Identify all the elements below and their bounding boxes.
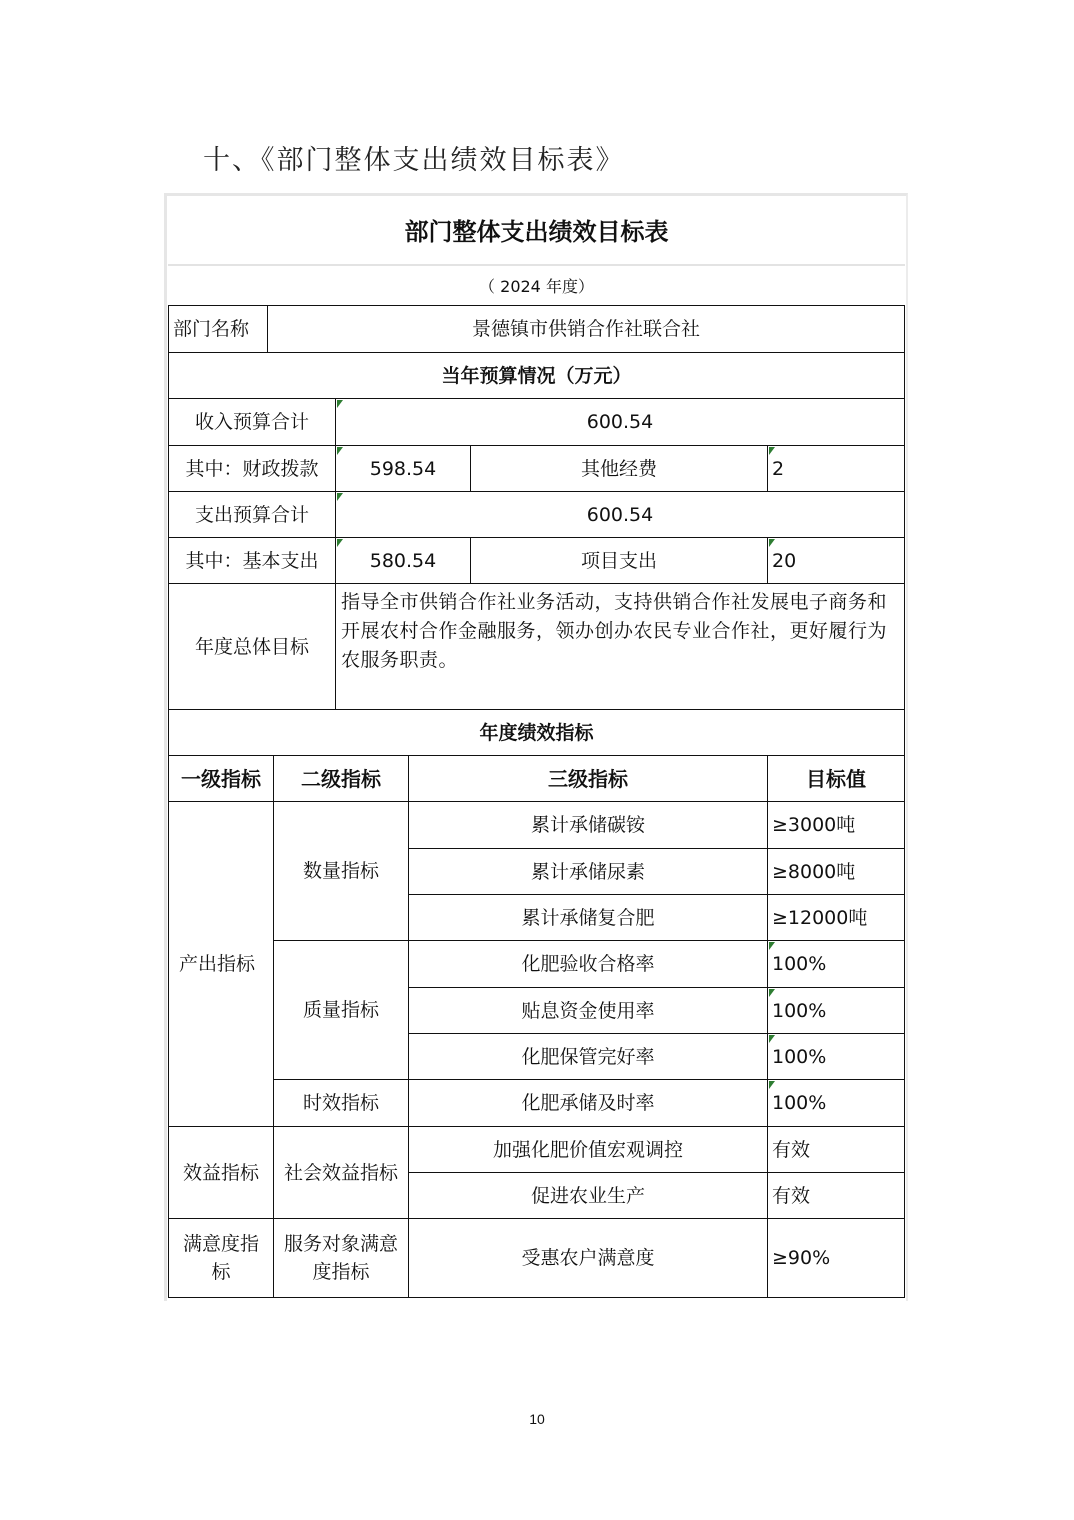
level1-satisfaction: 满意度指标 xyxy=(168,1218,274,1298)
cell-marker-icon xyxy=(769,1035,775,1043)
dept-label: 部门名称 xyxy=(168,305,268,353)
target-cell: ≥12000吨 xyxy=(767,894,905,941)
cell-marker-icon xyxy=(769,1081,775,1089)
level2-quality: 质量指标 xyxy=(273,940,409,1080)
goal-text: 指导全市供销合作社业务活动，支持供销合作社发展电子商务和开展农村合作金融服务，领办创办农民专业合作社，更好履行为农服务职责。 xyxy=(335,583,905,710)
income-total-value: 600.54 xyxy=(335,398,905,446)
level2-social-benefit: 社会效益指标 xyxy=(273,1126,409,1219)
target-cell: 有效 xyxy=(767,1172,905,1219)
level2-timeliness: 时效指标 xyxy=(273,1079,409,1127)
expense-total-value: 600.54 xyxy=(335,491,905,538)
cell-marker-icon xyxy=(769,942,775,950)
basic-value: 580.54 xyxy=(335,537,471,584)
level3-cell: 化肥验收合格率 xyxy=(408,940,768,988)
target-cell: ≥3000吨 xyxy=(767,801,905,849)
other-value: 2 xyxy=(767,445,905,492)
section-heading: 十、《部门整体支出绩效目标表》 xyxy=(203,145,625,176)
cell-marker-icon xyxy=(769,989,775,997)
perf-header: 年度绩效指标 xyxy=(168,709,905,756)
level2-quantity: 数量指标 xyxy=(273,801,409,941)
level3-cell: 贴息资金使用率 xyxy=(408,987,768,1034)
col-header-level2: 二级指标 xyxy=(273,755,409,802)
level3-cell: 累计承储碳铵 xyxy=(408,801,768,849)
cell-marker-icon xyxy=(337,493,343,501)
level3-cell: 化肥保管完好率 xyxy=(408,1033,768,1080)
target-cell: 100% xyxy=(767,987,905,1034)
cell-marker-icon xyxy=(769,539,775,547)
fiscal-label: 其中：财政拨款 xyxy=(168,445,336,492)
income-total-label: 收入预算合计 xyxy=(168,398,336,446)
level3-cell: 累计承储尿素 xyxy=(408,848,768,895)
target-cell: 有效 xyxy=(767,1126,905,1173)
cell-marker-icon xyxy=(337,447,343,455)
target-cell: 100% xyxy=(767,940,905,988)
dept-name: 景德镇市供销合作社联合社 xyxy=(267,305,905,353)
cell-marker-icon xyxy=(337,400,343,408)
budget-header: 当年预算情况（万元） xyxy=(168,352,905,399)
expense-total-label: 支出预算合计 xyxy=(168,491,336,538)
target-cell: ≥90% xyxy=(767,1218,905,1298)
level3-cell: 累计承储复合肥 xyxy=(408,894,768,941)
project-value: 20 xyxy=(767,537,905,584)
level3-cell: 加强化肥价值宏观调控 xyxy=(408,1126,768,1173)
table-title: 部门整体支出绩效目标表 xyxy=(168,200,905,266)
project-label: 项目支出 xyxy=(470,537,768,584)
cell-marker-icon xyxy=(769,447,775,455)
level3-cell: 受惠农户满意度 xyxy=(408,1218,768,1298)
col-header-level1: 一级指标 xyxy=(168,755,274,802)
level3-cell: 促进农业生产 xyxy=(408,1172,768,1219)
target-cell: 100% xyxy=(767,1033,905,1080)
page-number: 10 xyxy=(529,1411,545,1427)
table-year: （ 2024 年度） xyxy=(479,277,594,296)
level1-benefit: 效益指标 xyxy=(168,1126,274,1219)
other-label: 其他经费 xyxy=(470,445,768,492)
basic-label: 其中：基本支出 xyxy=(168,537,336,584)
col-header-level3: 三级指标 xyxy=(408,755,768,802)
level2-service-satisfaction: 服务对象满意度指标 xyxy=(273,1218,409,1298)
level3-cell: 化肥承储及时率 xyxy=(408,1079,768,1127)
cell-marker-icon xyxy=(337,539,343,547)
fiscal-value: 598.54 xyxy=(335,445,471,492)
goal-label: 年度总体目标 xyxy=(168,583,336,710)
target-cell: 100% xyxy=(767,1079,905,1127)
target-cell: ≥8000吨 xyxy=(767,848,905,895)
level1-output: 产出指标 xyxy=(168,801,274,1127)
col-header-target: 目标值 xyxy=(767,755,905,802)
